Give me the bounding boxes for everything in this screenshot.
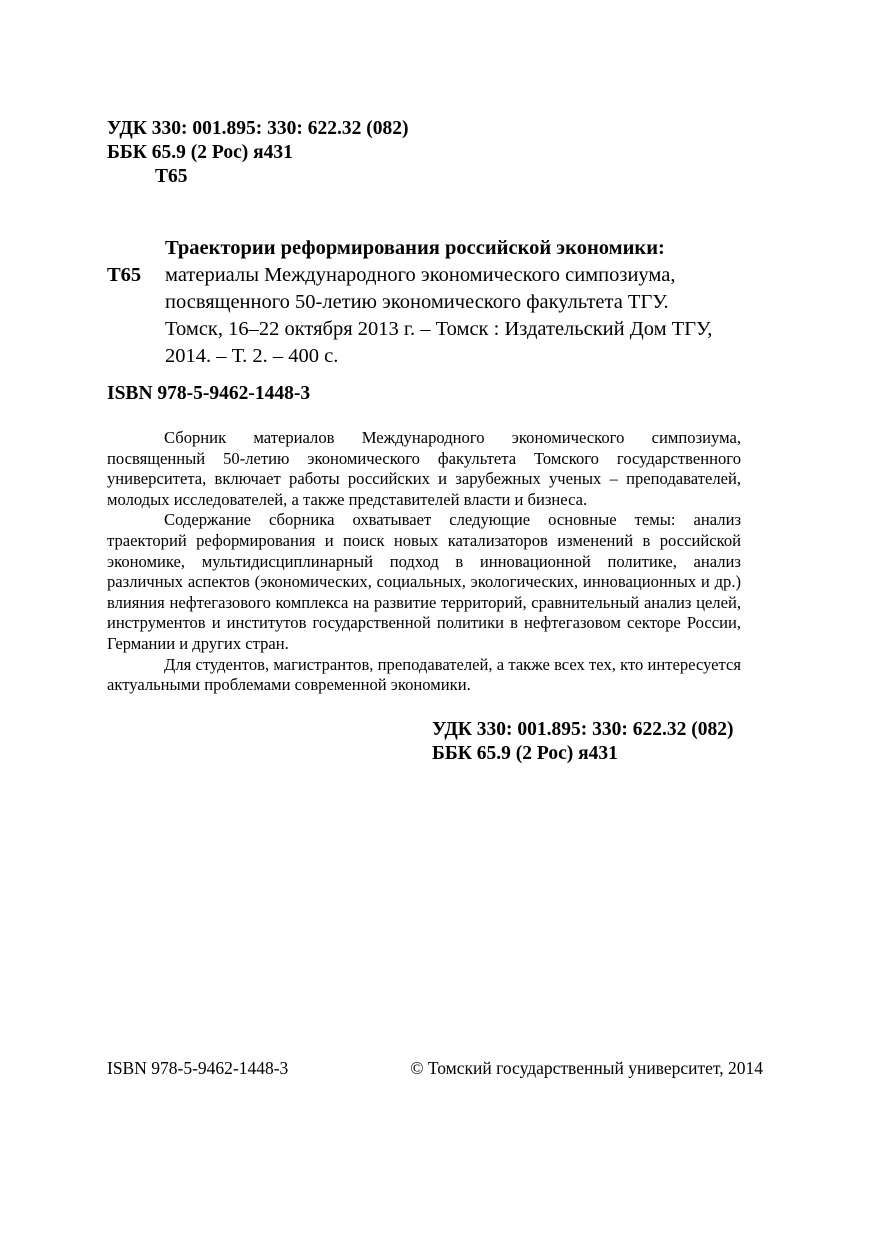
description-line: посвященного 50-летию экономического факультета ТГУ.	[165, 291, 669, 313]
description-line: Томск, 16–22 октября 2013 г. – Томск : Издательский Дом ТГУ,	[165, 318, 713, 340]
classification-block-top	[107, 117, 409, 189]
bibliographic-description	[107, 235, 787, 370]
udk-code-bottom: УДК 330: 001.895: 330: 622.32 (082)	[432, 719, 734, 740]
bbk-code: ББК 65.9 (2 Рос) я431	[107, 142, 293, 163]
bbk-code-bottom: ББК 65.9 (2 Рос) я431	[432, 743, 618, 764]
annotation-paragraph: Содержание сборника охватывает следующие основные темы: анализ траекторий реформирования и поиск новых катализаторов изменений в российской экономике, мультидисциплинарный подход в инновационной политике, анализ различных аспектов (экономических, социальных, экологических, инновационных и др.) влияния нефтегазового комплекса на развитие территорий, сравнительный анализ целей, инструментов и институтов государственной политики в нефтегазовом секторе России, Германии и других стран.	[107, 510, 741, 653]
footer	[107, 1057, 763, 1079]
isbn: ISBN 978-5-9462-1448-3	[107, 383, 311, 404]
author-code-left: Т65	[107, 264, 142, 286]
description-line: 2014. – Т. 2. – 400 с.	[165, 345, 339, 367]
copyright: © Томский государственный университет, 2014	[410, 1058, 763, 1078]
description-line: материалы Международного экономического симпозиума,	[165, 264, 676, 286]
author-code: Т65	[155, 166, 188, 187]
footer-isbn: ISBN 978-5-9462-1448-3	[107, 1058, 289, 1078]
book-title: Траектории реформирования российской экономики:	[165, 237, 665, 259]
classification-block-bottom	[432, 718, 734, 766]
annotation	[107, 428, 741, 696]
annotation-paragraph: Сборник материалов Международного экономического симпозиума, посвященный 50-летию экономического факультета Томского государственного университета, включает работы российских и зарубежных ученых – преподавателей, молодых исследователей, а также представителей власти и бизнеса.	[107, 428, 741, 509]
udk-code: УДК 330: 001.895: 330: 622.32 (082)	[107, 118, 409, 139]
annotation-paragraph: Для студентов, магистрантов, преподавателей, а также всех тех, кто интересуется актуальными проблемами современной экономики.	[107, 654, 741, 695]
